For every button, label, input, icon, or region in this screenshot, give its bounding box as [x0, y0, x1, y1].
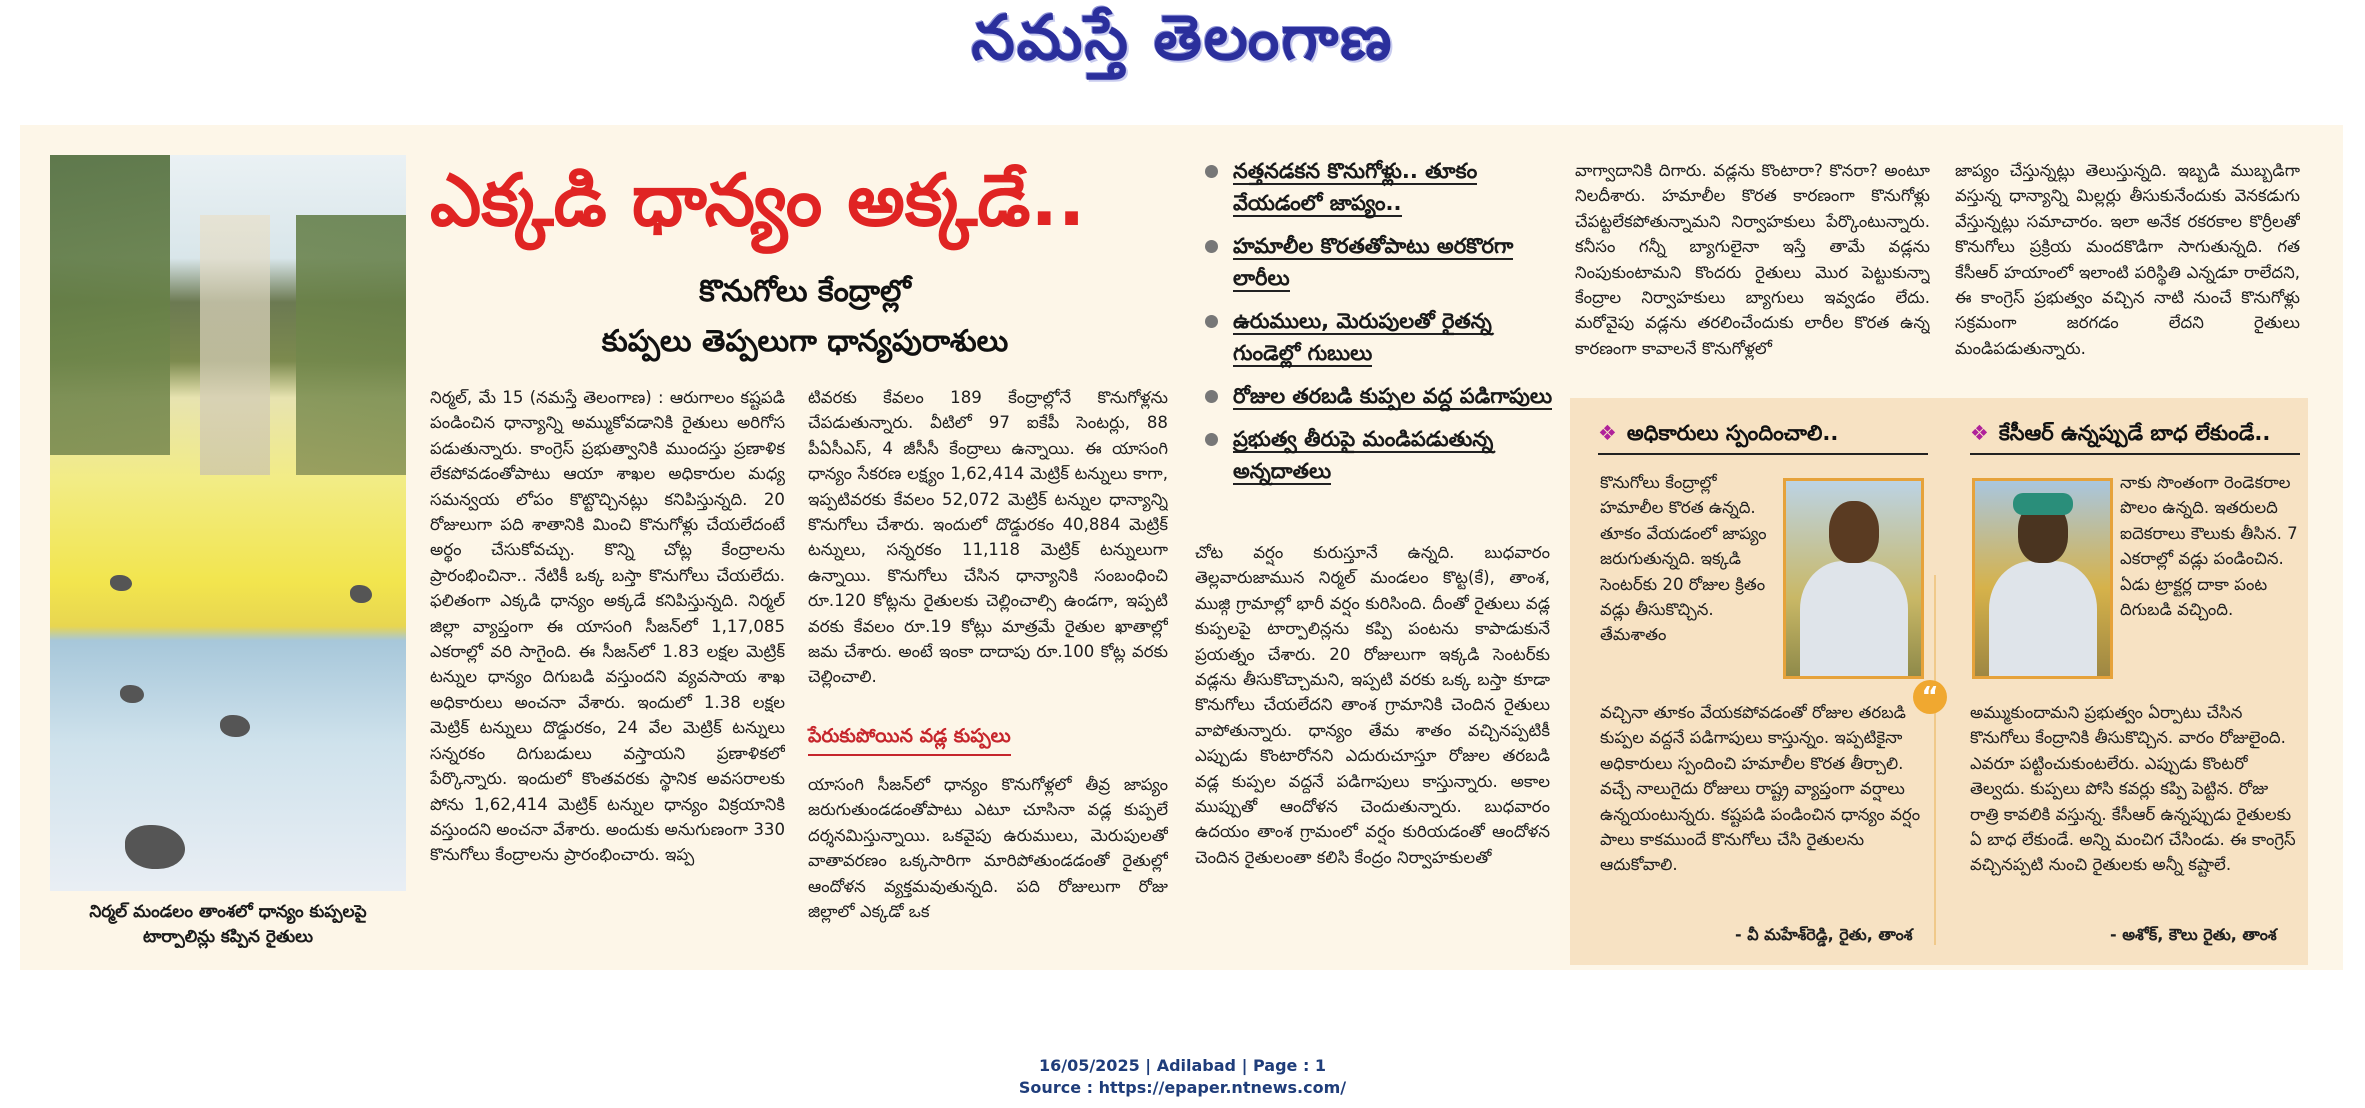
article-column-2b-text: యాసంగి సీజన్‌లో ధాన్యం కొనుగోళ్లలో తీవ్ర జాప్యం జరుగుతుండడంతోపాటు ఎటూ చూసినా వడ్ల కుప్పలే దర్శనమిస్తున్నాయి. ఒకవైపు ఉరుములు, మెరుపులతో వాతావరణం ఒక్కసారిగా మారిపోతుండడంతో రైతుల్లో ఆందోళన వ్యక్తమవుతున్నది. పది రోజులుగా రోజు జిల్లాలో ఎక్కడో ఒక — [808, 775, 1168, 922]
article-column-5 — [1955, 158, 2300, 388]
article-subheadline-1: కొనుగోలు కేంద్రాల్లో — [699, 274, 911, 309]
article-column-3 — [1195, 540, 1550, 952]
footer-date-edition: 16/05/2025 | Adilabad | Page : 1 — [1038, 1056, 1327, 1075]
portrait-turban — [2013, 493, 2073, 515]
highlight-item — [1205, 305, 1565, 369]
quote-right-text-top — [2120, 470, 2305, 685]
diamond-icon: ❖ — [1970, 421, 1989, 445]
quote-left-heading-rule — [1598, 453, 1928, 455]
photo-road — [200, 215, 270, 475]
quote-right-heading — [1970, 418, 2270, 448]
highlight-item — [1205, 423, 1565, 487]
quote-left-text-top — [1600, 470, 1770, 670]
quote-left-text-top-content: కొనుగోలు కేంద్రాల్లో హమాలీల కొరత ఉన్నది. తూకం వేయడంలో జాప్యం జరుగుతున్నది. ఇక్కడి సెంటర్‌కు 20 రోజుల క్రితం వడ్లు తీసుకొచ్చిన. తేమశాతం — [1600, 473, 1767, 645]
photo-caption — [50, 900, 406, 950]
quote-left-text-bottom-content: వచ్చినా తూకం వేయకపోవడంతో రోజుల తరబడి కుప్పల వద్దనే పడిగాపులు కాస్తున్నం. ఇప్పటికైనా అధికారులు స్పందించి హమాలీల కొరత తీర్చాలి. వచ్చే నాలుగైదు రోజులు రాష్ట్ర వ్యాప్తంగా వర్షాలు ఉన్నయంటున్నరు. కష్టపడి పండించిన ధాన్యం వర్షం పాలు కాకముందే కొనుగోలు చేసి రైతులను ఆదుకోవాలి. — [1600, 703, 1921, 875]
article-column-4 — [1575, 158, 1930, 388]
highlight-item — [1205, 380, 1565, 412]
highlight-item — [1205, 155, 1565, 219]
quote-right-heading-rule — [1970, 453, 2300, 455]
article-column-2-subhead: పేరుకుపోయిన వడ్ల కుప్పలు — [808, 725, 1011, 756]
top-strip-divider — [0, 92, 2365, 108]
diamond-icon: ❖ — [1598, 421, 1617, 445]
photo-caption-line-2: టార్పాలిన్లు కప్పిన రైతులు — [142, 927, 314, 947]
photo-rock — [220, 715, 250, 737]
photo-rock — [110, 575, 132, 591]
bullet-icon — [1205, 165, 1218, 178]
quote-left-signature: - వీ మహేశ్‌రెడ్డి, రైతు, తాంశ — [1735, 925, 1913, 944]
bullet-icon — [1205, 433, 1218, 446]
page-footer — [0, 1055, 2365, 1099]
bullet-icon — [1205, 390, 1218, 403]
article-column-1-text: నిర్మల్, మే 15 (నమస్తే తెలంగాణ) : ఆరుగాలం కష్టపడి పండించిన ధాన్యాన్ని అమ్ముకోవడానికి రైతులు అరిగోస పడుతున్నారు. కాంగ్రెస్ ప్రభుత్వానికి ముందస్తు ప్రణాళిక లేకపోవడంతోపాటు ఆయా శాఖల అధికారుల మధ్య సమన్వయ లోపం కొట్టొచ్చినట్లు కనిపిస్తున్నది. 20 రోజులుగా పది శాతానికి మించి కొనుగోళ్లు చేయలేదంటే అర్థం చేసుకోవచ్చు. కొన్ని చోట్ల కేంద్రాలను ప్రారంభించినా.. నేటికీ ఒక్క బస్తా కొనుగోలు చేయలేదు. ఫలితంగా ఎక్కడి ధాన్యం అక్కడే కనిపిస్తున్నది. నిర్మల్ జిల్లా వ్యాప్తంగా ఈ యాసంగి సీజన్‌లో 1,17,085 ఎకరాల్లో వరి సాగైంది. ఈ సీజన్‌లో 1.83 లక్షల మెట్రిక్ టన్నుల ధాన్యం దిగుబడి వస్తుందని వ్యవసాయ శాఖ అధికారులు అంచనా వేశారు. ఇందులో 1.38 లక్షల మెట్రిక్ టన్నులు దొడ్డురకం, 24 వేల మెట్రిక్ టన్నులు సన్నరకం దిగుబడులు వస్తాయని ప్రణాళికలో పేర్కొన్నారు. ఇందులో కొంతవరకు స్థానిక అవసరాలకు పోను 1,62,414 మెట్రిక్ టన్నుల ధాన్యం విక్రయానికి వస్తుందని అంచనా వేశారు. అందుకు అనుగుణంగా 330 కొనుగోలు కేంద్రాలను ప్రారంభించారు. ఇప్ప — [430, 388, 785, 865]
bullet-icon — [1205, 315, 1218, 328]
article-column-4-text: వాగ్వాదానికి దిగారు. వడ్లను కొంటారా? కొనరా? అంటూ నిలదీశారు. హమాలీల కొరత కారణంగా కొనుగోళ్లు చేపట్టలేకపోతున్నామని నిర్వాహకులు పేర్కొంటున్నారు. కనీసం గన్నీ బ్యాగులైనా ఇస్తే తామే వడ్లను నింపుకుంటామని కొందరు రైతులు మొర పెట్టుకున్నా కేంద్రాల నిర్వాహకులు బ్యాగులు ఇవ్వడం లేదు. మరోవైపు వడ్లను తరలించేందుకు లారీల కొరత ఉన్న కారణంగా కావాలనే కొనుగోళ్లలో — [1575, 161, 1930, 358]
farmer-portrait-right — [1972, 478, 2113, 679]
highlight-text: ప్రభుత్వ తీరుపై మండిపడుతున్న అన్నదాతలు — [1233, 427, 1494, 483]
article-subheadline-2: కుప్పలు తెప్పలుగా ధాన్యపురాశులు — [601, 324, 1009, 359]
portrait-head — [1829, 501, 1879, 563]
article-column-3-text: చోట వర్షం కురుస్తూనే ఉన్నది. బుధవారం తెల్లవారుజామున నిర్మల్ మండలం కొట్ట(కే), తాంశ, ముజ్గి గ్రామాల్లో భారీ వర్షం కురిసింది. దీంతో రైతులు వడ్ల కుప్పలపై టార్పాలిన్లను కప్పి పంటను కాపాడుకునే ప్రయత్నం చేశారు. 20 రోజులుగా ఇక్కడి సెంటర్‌కు వడ్లను తీసుకొచ్చామని, ఇప్పటి వరకు ఒక్క బస్తా కూడా కొనుగోలు చేయలేదని తాంశ గ్రామానికి చెందిన రైతులు వాపోతున్నారు. ధాన్యం తేమ శాతం వచ్చినప్పటికీ ఎప్పుడు కొంటారోనని ఎదురుచూస్తూ రోజుల తరబడి వడ్ల కుప్పల వద్దనే పడిగాపులు కాస్తున్నారు. అకాల ముప్పుతో ఆందోళన చెందుతున్నారు. బుధవారం ఉదయం తాంశ గ్రామంలో వర్షం కురియడంతో ఆందోళన చెందిన రైతులంతా కలిసి కేంద్రం నిర్వాహకులతో — [1195, 543, 1550, 867]
photo-rock — [125, 825, 185, 869]
photo-caption-line-1: నిర్మల్ మండలం తాంశలో ధాన్యం కుప్పలపై — [89, 902, 367, 922]
highlight-text: రోజుల తరబడి కుప్పల వద్ద పడిగాపులు — [1233, 384, 1553, 408]
article-photo — [50, 155, 406, 891]
masthead — [0, 0, 2365, 90]
article-column-2a — [808, 385, 1168, 715]
photo-trees-right — [296, 215, 406, 475]
highlight-text: హమాలీల కొరతతోపాటు అరకొరగా లారీలు — [1233, 234, 1514, 290]
quote-right-text-bottom-content: అమ్ముకుందామని ప్రభుత్వం ఏర్పాటు చేసిన కొనుగోలు కేంద్రానికి తీసుకొచ్చిన. వారం రోజులైంది. ఎవరూ పట్టించుకుంటలేరు. ఎప్పుడు కొంటరో తెల్వదు. కుప్పలు పోసి కవర్లు కప్పి పెట్టిన. రోజు రాత్రి కావలికి వస్తున్న. కేసీఆర్ ఉన్నప్పుడు రైతులకు ఏ బాధ లేకుండే. అన్ని మంచిగ చేసిండు. ఈ కాంగ్రెస్ వచ్చినప్పటి నుంచి రైతులకు అన్నీ కష్టాలే. — [1970, 703, 2296, 875]
photo-trees-left — [50, 155, 170, 455]
farmer-portrait-left — [1783, 478, 1924, 679]
footer-source-link[interactable]: Source : https://epaper.ntnews.com/ — [1018, 1078, 1347, 1097]
quote-left-heading-text: అధికారులు స్పందించాలి.. — [1626, 421, 1839, 445]
highlight-text: నత్తనడకన కొనుగోళ్లు.. తూకం వేయడంలో జాప్యం.. — [1233, 159, 1478, 215]
highlight-item — [1205, 230, 1565, 294]
bullet-icon — [1205, 240, 1218, 253]
quotes-divider — [1934, 575, 1936, 945]
quote-right-heading-text: కేసీఆర్ ఉన్నప్పుడే బాధ లేకుండే.. — [1998, 421, 2271, 445]
quote-right-text-top-content: నాకు సొంతంగా రెండెకరాల పొలం ఉన్నది. ఇతరులది ఐదెకరాలు కౌలుకు తీసిన. 7 ఎకరాల్లో వడ్లు పండించిన. ఏడు ట్రాక్టర్ల దాకా పంట దిగుబడి వచ్చింది. — [2120, 473, 2298, 620]
highlights-list — [1205, 155, 1565, 498]
quote-right-signature: - అశోక్, కౌలు రైతు, తాంశ — [2110, 925, 2277, 944]
article-column-2a-text: టివరకు కేవలం 189 కేంద్రాల్లోనే కొనుగోళ్లను చేపడుతున్నారు. వీటిలో 97 ఐకేపీ సెంటర్లు, 88 పీఏసీఎస్, 4 జీసీసీ కేంద్రాలు ఉన్నాయి. ఈ యాసంగి ధాన్యం సేకరణ లక్ష్యం 1,62,414 మెట్రిక్ టన్నులు కాగా, ఇప్పటివరకు కేవలం 52,072 మెట్రిక్ టన్నుల ధాన్యాన్ని కొనుగోలు చేశారు. ఇందులో దొడ్డురకం 40,884 మెట్రిక్ టన్నులు, సన్నరకం 11,118 మెట్రిక్ టన్నులుగా ఉన్నాయి. కొనుగోలు చేసిన ధాన్యానికి సంబంధించి రూ.120 కోట్లను రైతులకు చెల్లించాల్సి ఉండగా, ఇప్పటి వరకు కేవలం రూ.19 కోట్లు మాత్రమే రైతుల ఖాతాల్లో జమ చేశారు. అంటే ఇంకా దాదాపు రూ.100 కోట్ల వరకు చెల్లించాలి. — [808, 388, 1168, 687]
quote-left-heading — [1598, 418, 1838, 448]
highlight-text: ఉరుములు, మెరుపులతో రైతన్న గుండెల్లో గుబులు — [1233, 309, 1492, 365]
portrait-shirt — [1800, 561, 1908, 679]
article-column-2b — [808, 772, 1168, 952]
masthead-title: నమస్తే తెలంగాణ — [971, 1, 1394, 74]
article-column-5-text: జాప్యం చేస్తున్నట్లు తెలుస్తున్నది. ఇబ్బడి ముబ్బడిగా వస్తున్న ధాన్యాన్ని మిల్లర్లు తీసుకునేందుకు వెనకడుగు వేస్తున్నట్లు సమాచారం. ఇలా అనేక రకరకాల కొర్రీలతో కొనుగోలు ప్రక్రియ మందకొడిగా సాగుతున్నది. గత కేసీఆర్ హయాంలో ఇలాంటి పరిస్థితి ఎన్నడూ రాలేదని, ఈ కాంగ్రెస్ ప్రభుత్వం వచ్చిన నాటి నుంచే కొనుగోళ్లు సక్రమంగా జరగడం లేదని రైతులు మండిపడుతున్నారు. — [1955, 161, 2300, 358]
portrait-shirt — [1989, 561, 2097, 679]
quote-icon: “ — [1913, 680, 1947, 714]
quote-right-text-bottom — [1970, 700, 2300, 925]
quote-left-text-bottom — [1600, 700, 1925, 925]
article-column-1 — [430, 385, 785, 950]
photo-rock — [350, 585, 372, 603]
photo-rock — [120, 685, 144, 703]
article-headline: ఎక్కడి ధాన్యం అక్కడే.. — [430, 158, 1086, 242]
